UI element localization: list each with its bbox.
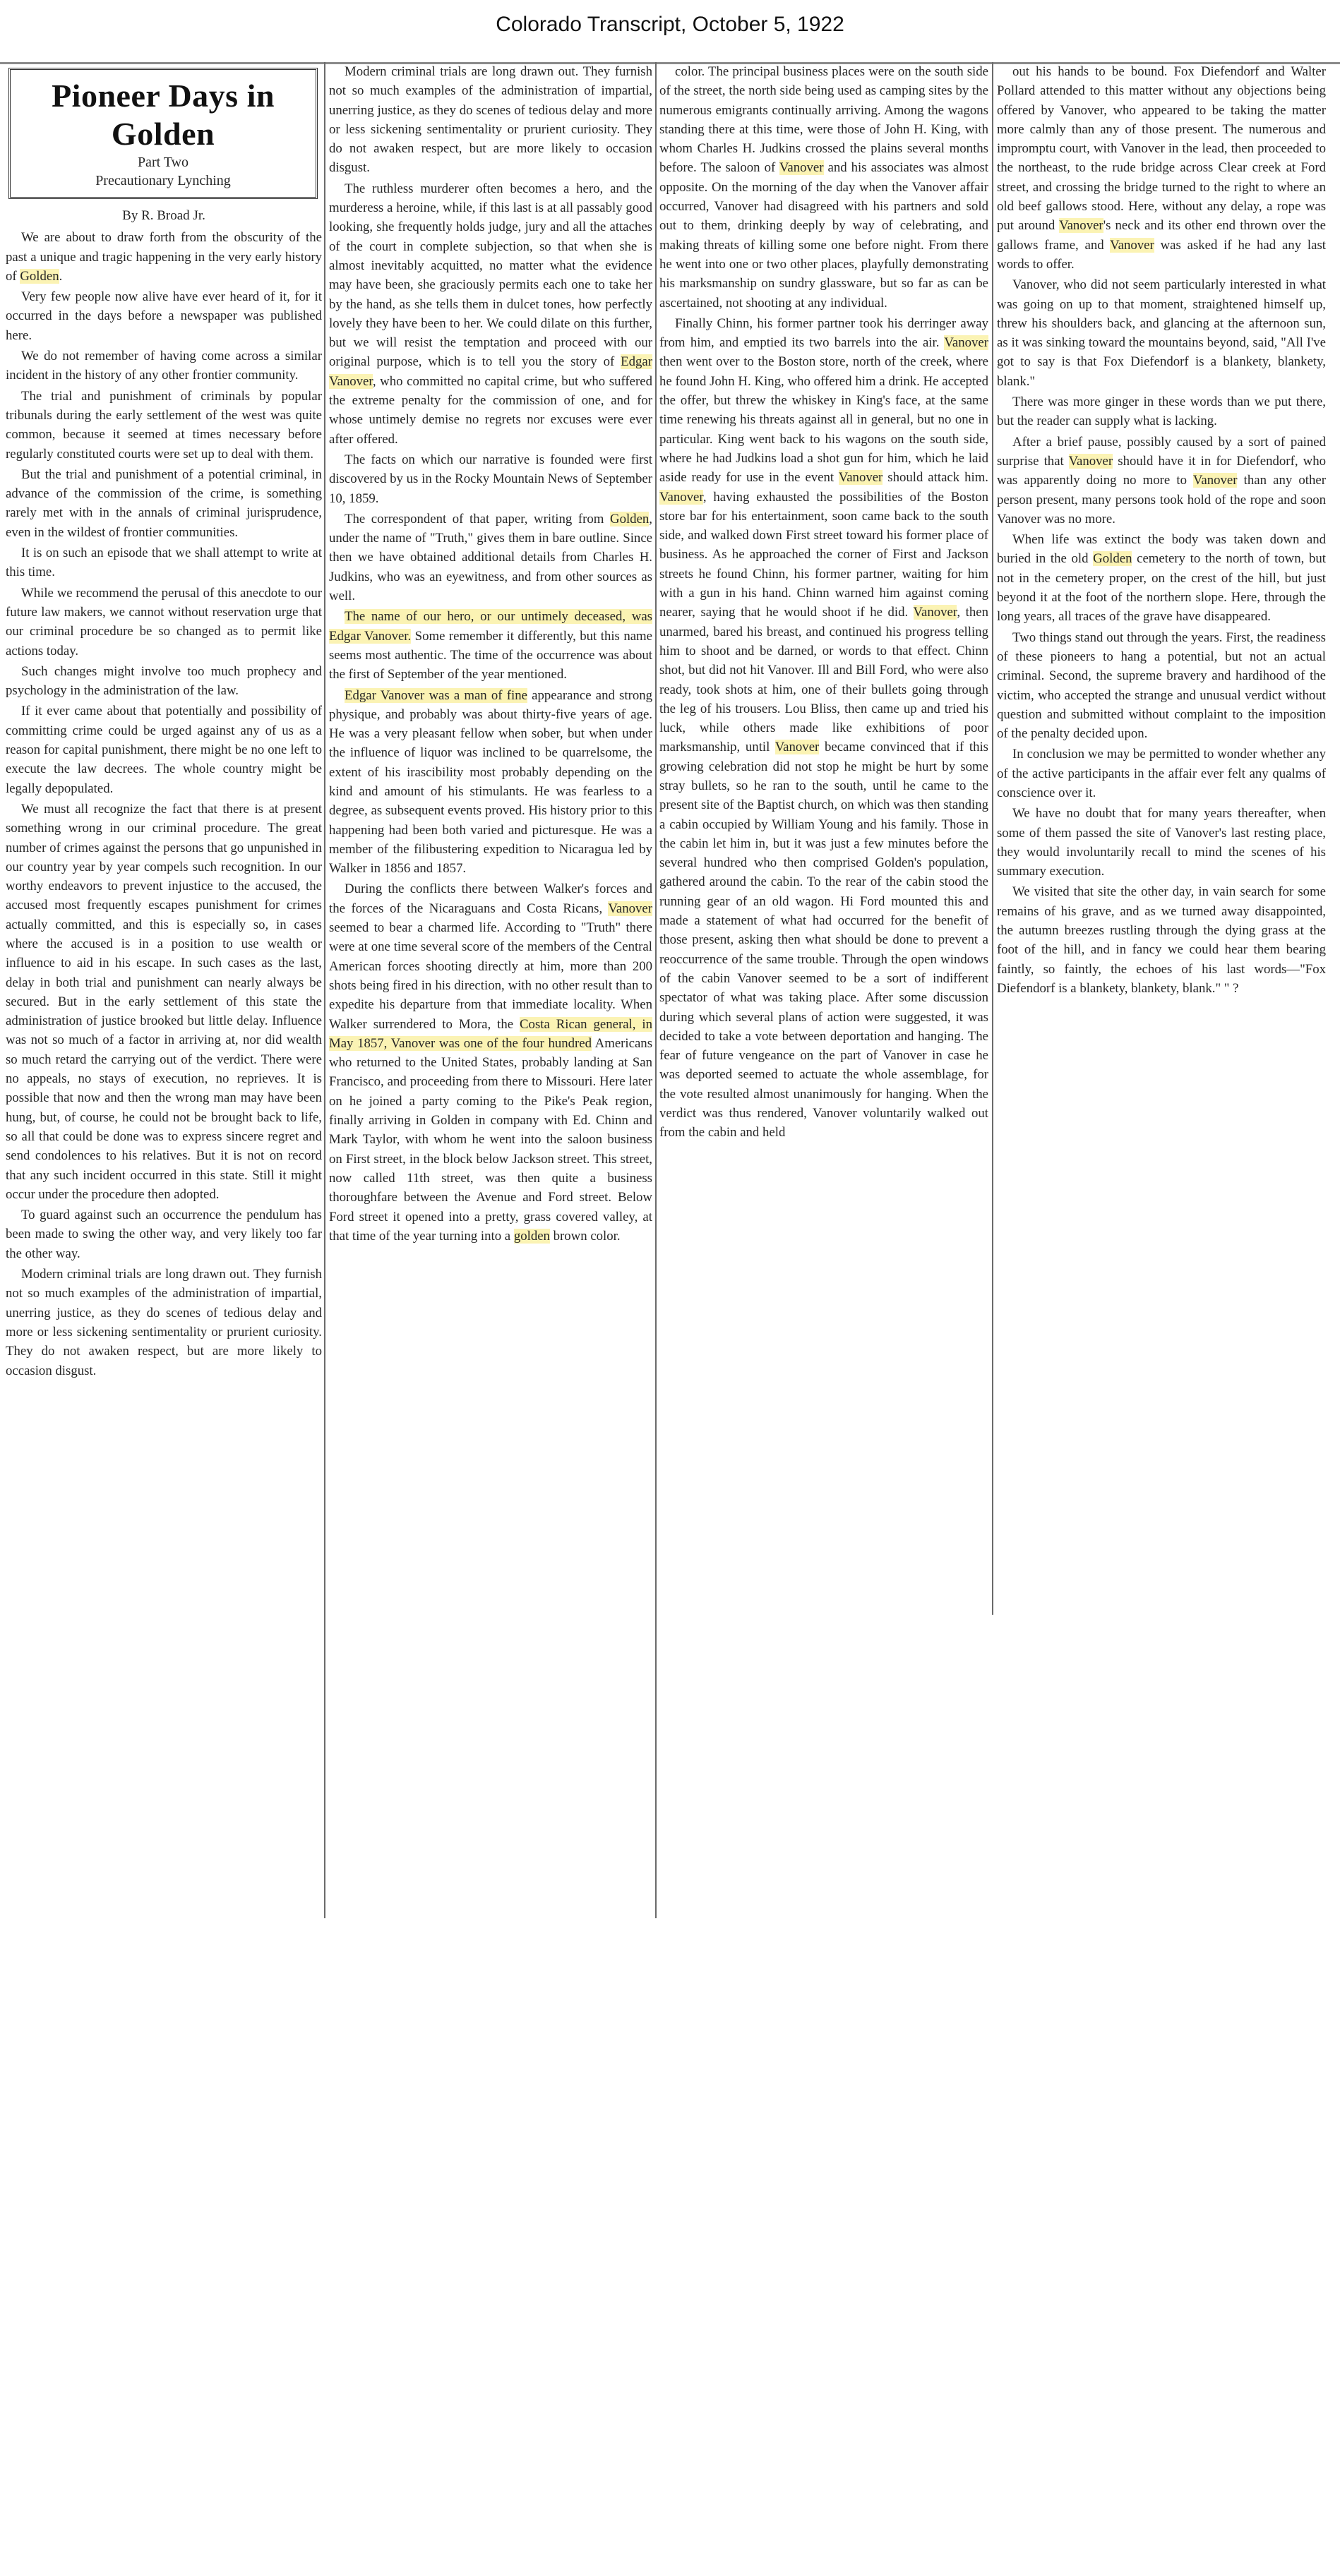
paragraph [6,465,322,542]
text-run: should have it in for Diefendorf, who was apparently doing no more to [997,453,1326,488]
paragraph [6,387,322,464]
text-run: out his hands to be bound. Fox Diefendorf and Walter Pollard attended to this matter without any objections being offered by Vanover, who appeared to be taking the matter more calmly than any of those present. The numerous and impromptu court, with Vanover in the lead, then proceeded to the northeast, to the rude bridge across Clear creek at Ford street, and crossing the bridge turned to the right to where an old beef gallows stood. Here, without any delay, a rope was put around [997,64,1326,234]
text-run: In conclusion we may be permitted to wonder whether any of the active participants in the affair ever felt any qualms of conscience over it. [997,747,1326,800]
article-part: Part Two [137,155,189,170]
text-run: But the trial and punishment of a potential criminal, in advance of the commission of the crime, is something rarely met with in the annals of criminal jurisprudence, even in the wildest of frontier communities. [6,467,322,540]
text-run: When life was extinct the body was taken down and buried in the old [997,532,1326,567]
text-run: 's neck and its other end thrown over the gallows frame, and [997,218,1326,253]
text-run: Some remember it differently, but this name seems most authentic. The time of the occurrence was about the first of September of the year mentioned. [329,628,652,682]
highlighted-text: Edgar Vanover was a man of fine [345,687,527,703]
highlighted-text: Costa Rican general, in May 1857, Vanover was one of the four hundred [329,1016,652,1051]
paragraph [997,804,1326,881]
highlighted-text: Vanover [1068,453,1113,469]
paragraph [329,179,652,449]
highlighted-text: Vanover [838,470,883,486]
column-3 [659,62,988,1144]
paragraph [997,433,1326,529]
text-run: appearance and strong physique, and probably was about thirty-five years of age. He was a very pleasant fellow when sober, but when under the influence of liquor was inclined to be quarrelsome, the extent of his irascibility most probably depending on the kind and amount of his stimulants. He was fearless to a degree, as subsequent events proved. His history prior to this happening had been both varied and picturesque. He was a member of the filibustering expedition to Nicaragua led by Walker in 1856 and 1857. [329,687,652,877]
text-run: was asked if he had any last words to offer. [997,237,1326,272]
byline: By R. Broad Jr. [122,208,205,223]
text-run: The correspondent of that paper, writing from [345,511,610,526]
highlighted-text: Vanover [779,160,824,176]
paragraph [329,879,652,1246]
paragraph [6,543,322,582]
text-run: than any other person present, many persons took hold of the rope and soon Vanover was no more. [997,473,1326,526]
text-run: We must all recognize the fact that there is at present something wrong in our criminal procedure. The great number of crimes against the persons that go unpunished in our country year by year compels such recognition. In our worthy endeavors to prevent injustice to the accused, the accused most frequently escapes punishment for crimes actually committed, and this is especially so, in cases where the accused is in a position to use wealth or influence to aid in his escape. In such cases as the last, delay in both trial and punishment can nearly always be secured. But in the early settlement of this state the administration of justice brooked but little delay. Influence was not so much of a factor in arriving at, nor did wealth so much retard the carrying out of the verdict. There were no appeals, no stays of execution, no reprieves. It is possible that now and then the wrong man may have been hung, but, of course, he could not be brought back to life, so all that could be done was to express sincere regret and send condolences to his relatives. But it is not on record that any such incident occurred in this state. Still it might occur under the procedure then adopted. [6,801,322,1202]
column-1-body [6,228,322,1380]
text-run: To guard against such an occurrence the pendulum has been made to swing the other way, and very likely too far the other way. [6,1208,322,1261]
text-run: If it ever came about that potentially and possibility of committing crime could be urged against any of us as a reason for capital punishment, there might be no one left to execute the law decrees. The whole country might be legally depopulated. [6,704,322,796]
highlighted-text: Vanover [608,901,652,916]
article-title: Pioneer Days in Golden [52,78,275,152]
highlighted-text: golden [513,1228,550,1244]
text-run: The trial and punishment of criminals by popular tribunals during the early settlement of the west was quite common, because it seemed at times necessary before regularly constituted courts were set up to deal with them. [6,388,322,462]
text-run: Such changes might involve too much prophecy and psychology in the administration of the law. [6,663,322,699]
paragraph [997,745,1326,802]
text-run: We visited that site the other day, in vain search for some remains of his grave, and as we turned away disappointed, the autumn breezes rustling through the dying grass at the foot of the hill, and in fancy we could hear them bearing faintly, so faintly, the echoes of his last words—"Fox Diefendorf is a blankety, blankety, blank." " ? [997,884,1326,996]
paragraph [997,275,1326,391]
text-run: While we recommend the perusal of this anecdote to our future law makers, we cannot without reservation urge that our criminal procedure be so changed as to permit like actions today. [6,585,322,658]
text-run: , then unarmed, bared his breast, and continued his progress telling him to shoot and be darned, or words to that effect. Chinn shot, but did not hit Vanover. Ill and Bill Ford, who were also ready, took shots at him, one of their bullets going through the leg of his trousers. Lou Bliss, then came up and tried his luck, while others made like exhibitions of poor marksmanship, until [659,605,988,755]
highlighted-text: The name of our hero, or our untimely deceased, was Edgar Vanover. [329,609,652,644]
paragraph [997,62,1326,274]
text-run: color. The principal business places were on the south side of the street, the north side being used as camping sites by the numerous emigrants continually arriving. Among the wagons standing there at this time, were those of John H. King, with whom Charles H. Judkins crossed the plains several months before. The saloon of [659,64,988,176]
text-run: Very few people now alive have ever heard of it, for it occurred in the days before a newspaper was published here. [6,289,322,343]
paragraph [997,882,1326,998]
paragraph [329,62,652,178]
paragraph [6,702,322,798]
text-run: Vanover, who did not seem particularly interested in what was going on up to that moment, straightened himself up, threw his shoulders back, and glancing at the afternoon sun, as it was sinking toward the mountains beyond, said, "All I've got to say is that Fox Diefendorf is a blankety, blankety, blank." [997,277,1326,389]
column-rule [655,62,657,1918]
paragraph [659,314,988,1143]
text-run: Modern criminal trials are long drawn out. They furnish not so much examples of the administration of impartial, unerring justice, as they do scenes of tedious delay and more or less sickening sentimentality or prurient curiosity. They do not awaken respect, but are more likely to occasion disgust. [6,1267,322,1378]
column-1 [6,62,322,1382]
paragraph [997,392,1326,431]
paragraph [997,530,1326,626]
paragraph [659,62,988,313]
highlighted-text: Golden [1093,551,1132,567]
page-header: Colorado Transcript, October 5, 1922 [496,13,844,36]
text-run: After a brief pause, possibly caused by a sort of pained surprise that [997,434,1326,469]
column-rule [324,62,325,1918]
column-2 [329,62,652,1247]
column-4 [997,62,1326,999]
text-run: Two things stand out through the years. First, the readiness of these pioneers to hang a potential, but not an actual criminal. Second, the supreme bravery and hardihood of the victim, who accepted the strange and unusual verdict without question and submitted without complaint to the imposition of the penalty decided upon. [997,630,1326,742]
paragraph [6,800,322,1204]
text-run: , who committed no capital crime, but who suffered the extreme penalty for the commission of one, and for whose untimely demise no regrets nor excuses were ever after offered. [329,373,652,447]
text-run: , having exhausted the possibilities of the Boston store bar for his entertainment, soon came back to the south side, and walked down First street toward his former place of business. As he approached the corner of First and Jackson streets he found Chinn, his former partner, waiting for him with a gun in his hand. Chinn warned him against coming nearer, saying that he would shoot if he did. [659,489,988,620]
paragraph [6,1265,322,1380]
text-run: and his associates was almost opposite. On the morning of the day when the Vanover affair occurred, Vanover had disagreed with his partners and sold out to them, drinking deeply by way of celebrating, and making threats of killing some one before night. From there he went into one or two other places, playfully demonstrating his marksmanship on sundry glassware, but so far as can be ascertained, not shooting at any individual. [659,160,988,311]
text-run: became convinced that if this growing celebration did not stop he might be hurt by some stray bullets, so he ran to the south, until he came to the present site of the Baptist church, on which was then standing a cabin occupied by William Young and his family. Those in the cabin let him in, but it was just a few minutes before the several hundred who then comprised Golden's population, gathered around the cabin. To the rear of the cabin stood the running gear of an old wagon. Hi Ford mounted this and made a statement of what had occurred for the benefit of those present, asking then what should be done to prevent a reoccurrence of the same trouble. Through the open windows of the cabin Vanover seemed to be a sort of indifferent spectator of what was taking place. After some discussion during which several plans of action were suggested, it was decided to take a vote between deportation and hanging. The fear of future vengeance on the part of Vanover in case he was deported seemed to actuate the whole assemblage, for the vote resulted almost unanimously for hanging. When the verdict was thus rendered, Vanover voluntarily walked out from the cabin and held [659,740,988,1140]
highlighted-text: Edgar Vanover [329,354,652,389]
text-run: The facts on which our narrative is founded were first discovered by us in the Rocky Mountain News of September 10, 1859. [329,452,652,506]
text-run: cemetery to the north of town, but not in the cemetery proper, on the crest of the hill, but just beyond it at the foot of the northern slope. Here, through the long years, all traces of the grave have disappeared. [997,551,1326,625]
column-3-body [659,62,988,1143]
text-run: should attack him. [883,470,988,486]
highlighted-text: Golden [610,511,650,526]
highlighted-text: Vanover [1110,237,1154,253]
highlighted-text: Vanover [913,605,957,620]
highlighted-text: Vanover [659,489,703,505]
text-run: brown color. [549,1228,621,1244]
highlighted-text: Vanover [1192,473,1238,488]
paragraph [329,450,652,508]
text-run: We are about to draw forth from the obscurity of the past a unique and tragic happening in the very early history of [6,230,322,284]
highlighted-text: Vanover [774,740,820,755]
paragraph [6,1205,322,1263]
paragraph [329,686,652,879]
text-run: It is on such an episode that we shall attempt to write at this time. [6,546,322,580]
text-run: We have no doubt that for many years thereafter, when some of them passed the site of Vanover's last resting place, they would involuntarily recall to mind the scenes of his summary execution. [997,806,1326,879]
paragraph [997,628,1326,744]
paragraph [6,228,322,286]
newspaper-clipping [0,62,1340,2024]
paragraph [6,662,322,701]
article-subtitle: Precautionary Lynching [95,173,231,188]
text-run: The ruthless murderer often becomes a hero, and the murderess a heroine, while, if this last is at all passably good looking, she frequently holds judge, jury and all the attaches of the court in complete subjection, so that when she is almost inevitably acquitted, no matter what the evidence may have been, she graciously permits each one to take her by the hand, as she tells them in dulcet tones, how perfectly lovely they have been to her. We could dilate on this further, but we will resist the temptation and proceed with our original purpose, which is to tell you the story of [329,181,652,370]
paragraph [6,347,322,385]
text-run: seemed to bear a charmed life. According to "Truth" there were at one time several score of the members of the Central American forces shooting directly at him, more than 200 shots being fired in his direction, with no other result than to expedite his departure from that immediate locality. When Walker surrendered to Mora, the [329,920,652,1032]
text-run: Modern criminal trials are long drawn out. They furnish not so much examples of the administration of impartial, unerring justice, as they do scenes of tedious delay and more or less sickening sentimentality or prurient curiosity. They do not awaken respect, but are more likely to occasion disgust. [329,64,652,176]
paragraph [329,510,652,606]
text-run: . [59,268,63,284]
text-run: Americans who returned to the United States, probably landing at San Francisco, and proceeding from there to Missouri. Here later on he joined a party coming to the Pike's Peak region, finally arriving in Golden in company with Ed. Chinn and Mark Taylor, with whom he went into the saloon business on First street, in the block below Jackson street. This street, now called 11th street, was then quite a business thoroughfare between the Avenue and Ford street. Below Ford street it opened into a pretty, grass covered valley, at that time of the year turning into a [329,1035,652,1244]
highlighted-text: Vanover [944,335,988,351]
column-4-body [997,62,1326,998]
text-run: During the conflicts there between Walker's forces and the forces of the Nicaraguans and Costa Ricans, [329,881,652,916]
text-run: Finally Chinn, his former partner took his derringer away from him, and emptied its two barrels into the air. [659,315,988,351]
title-box [8,68,318,199]
paragraph [329,607,652,684]
text-run: We do not remember of having come across a similar incident in the history of any other frontier community. [6,349,322,383]
text-run: , under the name of "Truth," gives them in bare outline. Since then we have obtained additional details from Charles H. Judkins, who was an eyewitness, and from other sources as well. [329,511,652,604]
column-rule [992,62,993,1615]
paragraph [6,287,322,345]
text-run: There was more ginger in these words than we put there, but the reader can supply what is lacking. [997,395,1326,429]
highlighted-text: Vanover [1059,218,1103,234]
paragraph [6,584,322,661]
column-2-body [329,62,652,1246]
text-run: then went over to the Boston store, north of the creek, where he found John H. King, who offered him a drink. He accepted the offer, but threw the whiskey in King's face, at the same time renewing his threats against all in general, but no one in particular. King went back to his wagons on the south side, where he had Judkins load a shot gun for him, which he laid aside ready for use in the event [659,354,988,486]
highlighted-text: Golden [20,268,59,284]
